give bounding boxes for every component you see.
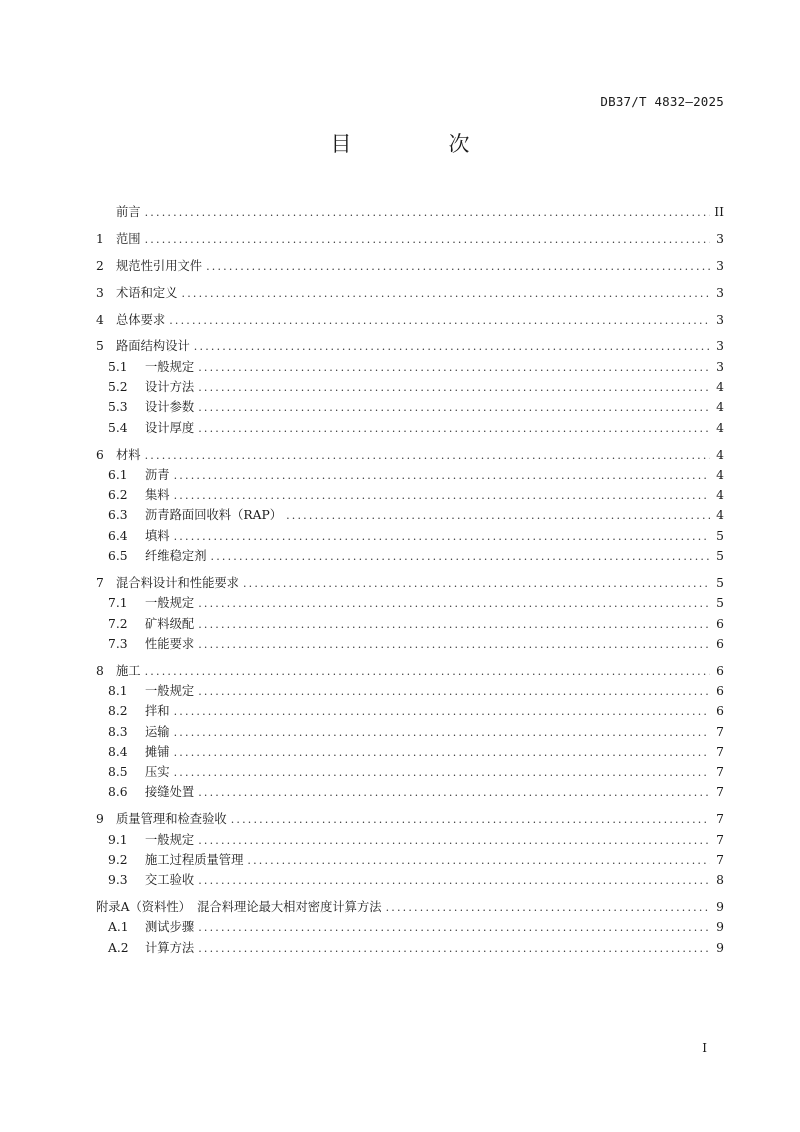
toc-dot-leader (243, 574, 710, 594)
toc-entry-number: 8.3 (108, 724, 128, 739)
toc-entry[interactable] (96, 897, 724, 917)
toc-entry[interactable] (96, 357, 724, 377)
toc-entry-number: 8.4 (108, 744, 128, 759)
toc-dot-leader (198, 635, 710, 655)
toc-dot-leader (145, 203, 710, 223)
toc-entry-label: 总体要求 (116, 312, 166, 327)
toc-entry-number: 9.1 (108, 832, 128, 847)
toc-entry[interactable] (96, 809, 724, 829)
toc-entry-number: 7.2 (108, 616, 128, 631)
toc-entry[interactable] (96, 573, 724, 593)
toc-dot-leader (182, 284, 711, 304)
toc-entry-page: 6 (716, 616, 724, 631)
toc-entry-number: 8.5 (108, 765, 128, 780)
table-of-contents (96, 202, 724, 958)
toc-entry-number: A.2 (108, 940, 129, 955)
toc-entry-label: 术语和定义 (116, 285, 178, 300)
toc-dot-leader (174, 466, 710, 486)
toc-entry[interactable] (96, 593, 724, 613)
toc-dot-leader (211, 547, 711, 567)
toc-entry[interactable] (96, 283, 724, 303)
toc-dot-leader (174, 723, 710, 743)
toc-entry-page: 4 (716, 420, 724, 435)
toc-entry-label: 计算方法 (145, 940, 195, 955)
toc-entry-label: 沥青 (145, 467, 170, 482)
toc-entry[interactable] (96, 397, 724, 417)
toc-entry-number: 5.4 (108, 420, 128, 435)
toc-entry[interactable] (96, 742, 724, 762)
toc-entry-page: 4 (716, 380, 724, 395)
toc-entry-page: 7 (716, 832, 724, 847)
toc-entry-label: 纤维稳定剂 (145, 549, 207, 564)
toc-dot-leader (286, 506, 710, 526)
toc-entry-page: 7 (716, 765, 724, 780)
toc-entry-page: 6 (716, 663, 724, 678)
toc-entry[interactable] (96, 485, 724, 505)
toc-entry-page: 4 (716, 400, 724, 415)
toc-entry[interactable] (96, 418, 724, 438)
toc-dot-leader (198, 918, 710, 938)
toc-entry[interactable] (96, 546, 724, 566)
toc-entry[interactable] (96, 634, 724, 654)
toc-entry-page: 8 (716, 873, 724, 888)
toc-dot-leader (247, 851, 710, 871)
toc-entry-label: 测试步骤 (145, 920, 195, 935)
toc-entry-page: 7 (716, 744, 724, 759)
toc-entry[interactable] (96, 762, 724, 782)
toc-entry-page: 5 (716, 549, 724, 564)
toc-dot-leader (174, 486, 710, 506)
toc-entry-number: 5.3 (108, 400, 128, 415)
toc-entry-number: 9.3 (108, 873, 128, 888)
toc-dot-leader (198, 871, 710, 891)
toc-entry-label: 拌和 (145, 704, 170, 719)
toc-dot-leader (169, 311, 710, 331)
toc-entry-label: 规范性引用文件 (116, 258, 203, 273)
toc-entry-label: 材料 (116, 447, 141, 462)
toc-entry-page: 9 (716, 940, 724, 955)
toc-entry[interactable] (96, 661, 724, 681)
toc-dot-leader (194, 337, 710, 357)
toc-entry-number: 2 (96, 258, 104, 273)
page-number: I (702, 1041, 707, 1055)
document-code: DB37/T 4832—2025 (600, 94, 724, 109)
toc-entry-label: 路面结构设计 (116, 339, 190, 354)
toc-dot-leader (206, 257, 710, 277)
toc-entry-page: 3 (716, 339, 724, 354)
page-title: 目 次 (330, 132, 508, 156)
toc-entry-page: 9 (716, 900, 724, 915)
toc-entry-number: 5 (96, 339, 104, 354)
toc-entry-number: A.1 (108, 920, 129, 935)
toc-entry-number: 5.2 (108, 380, 128, 395)
toc-dot-leader (198, 682, 710, 702)
toc-entry-label: 一般规定 (145, 832, 195, 847)
toc-entry-number: 5.1 (108, 359, 128, 374)
toc-entry-label: 摊铺 (145, 744, 170, 759)
toc-entry[interactable] (96, 336, 724, 356)
toc-entry-page: 3 (716, 312, 724, 327)
toc-dot-leader (145, 446, 710, 466)
toc-entry-label: 一般规定 (145, 683, 195, 698)
toc-dot-leader (174, 527, 710, 547)
toc-dot-leader (145, 230, 710, 250)
toc-entry-number: 6.1 (108, 467, 128, 482)
toc-entry-number: 6.2 (108, 488, 128, 503)
toc-entry-number: 7 (96, 575, 104, 590)
toc-entry[interactable] (96, 256, 724, 276)
toc-dot-leader (198, 831, 710, 851)
toc-entry[interactable] (96, 465, 724, 485)
toc-dot-leader (174, 743, 710, 763)
toc-entry-label: 附录A（资料性） 混合料理论最大相对密度计算方法 (96, 900, 382, 915)
toc-entry-page: 4 (716, 488, 724, 503)
toc-entry-label: 沥青路面回收料（RAP） (145, 508, 283, 523)
toc-entry-page: 4 (716, 447, 724, 462)
toc-entry[interactable] (96, 722, 724, 742)
toc-entry-label: 运输 (145, 724, 170, 739)
toc-entry-label: 一般规定 (145, 596, 195, 611)
toc-entry-label: 设计厚度 (145, 420, 195, 435)
toc-entry-label: 范围 (116, 231, 141, 246)
toc-entry-page: 3 (716, 231, 724, 246)
toc-entry-number: 7.3 (108, 636, 128, 651)
toc-entry-number: 1 (96, 231, 104, 246)
toc-entry-label: 施工 (116, 663, 141, 678)
toc-entry-number: 4 (96, 312, 104, 327)
toc-entry-number: 8.6 (108, 785, 128, 800)
toc-entry-page: 6 (716, 704, 724, 719)
toc-entry[interactable] (96, 917, 724, 937)
toc-entry[interactable] (96, 445, 724, 465)
toc-entry-label: 接缝处置 (145, 785, 195, 800)
toc-entry-number: 8.2 (108, 704, 128, 719)
toc-entry-number: 8.1 (108, 683, 128, 698)
toc-entry-label: 一般规定 (145, 359, 195, 374)
toc-entry[interactable] (96, 681, 724, 701)
toc-dot-leader (198, 398, 710, 418)
toc-entry-label: 压实 (145, 765, 170, 780)
toc-dot-leader (198, 594, 710, 614)
toc-dot-leader (174, 702, 710, 722)
toc-dot-leader (198, 615, 710, 635)
toc-entry-label: 施工过程质量管理 (145, 852, 244, 867)
toc-entry-page: 3 (716, 285, 724, 300)
toc-dot-leader (198, 358, 710, 378)
toc-entry[interactable] (96, 229, 724, 249)
toc-entry[interactable] (96, 310, 724, 330)
toc-entry-label: 性能要求 (145, 636, 195, 651)
toc-dot-leader (198, 419, 710, 439)
toc-dot-leader (198, 939, 710, 959)
toc-entry-number: 6.3 (108, 508, 128, 523)
toc-entry-number: 6.4 (108, 528, 128, 543)
toc-entry-number: 9 (96, 812, 104, 827)
toc-entry[interactable] (96, 850, 724, 870)
toc-entry-number: 9.2 (108, 852, 128, 867)
toc-entry-page: 5 (716, 528, 724, 543)
toc-entry[interactable] (96, 202, 724, 222)
toc-entry-label: 质量管理和检查验收 (116, 812, 227, 827)
toc-entry-number: 6.5 (108, 549, 128, 564)
toc-entry[interactable] (96, 377, 724, 397)
toc-entry-page: 3 (716, 359, 724, 374)
toc-dot-leader (386, 898, 710, 918)
toc-entry-label: 矿料级配 (145, 616, 195, 631)
toc-entry-page: 7 (716, 812, 724, 827)
toc-entry-number: 7.1 (108, 596, 128, 611)
toc-entry[interactable] (96, 526, 724, 546)
toc-entry-page: 4 (716, 508, 724, 523)
toc-entry-page: 7 (716, 852, 724, 867)
toc-entry[interactable] (96, 614, 724, 634)
toc-entry-page: 6 (716, 683, 724, 698)
toc-entry-page: 5 (716, 596, 724, 611)
toc-entry-page: 9 (716, 920, 724, 935)
toc-entry-page: 5 (716, 575, 724, 590)
toc-dot-leader (145, 662, 710, 682)
toc-entry[interactable] (96, 870, 724, 890)
toc-entry-page: 7 (716, 724, 724, 739)
toc-entry-page: 7 (716, 785, 724, 800)
toc-entry-label: 混合料设计和性能要求 (116, 575, 239, 590)
toc-entry-label: 集料 (145, 488, 170, 503)
toc-entry-label: 设计方法 (145, 380, 195, 395)
toc-entry-page: 3 (716, 258, 724, 273)
toc-dot-leader (174, 763, 710, 783)
toc-entry-label: 设计参数 (145, 400, 195, 415)
toc-entry-number: 8 (96, 663, 104, 678)
toc-entry[interactable] (96, 505, 724, 525)
toc-entry[interactable] (96, 830, 724, 850)
toc-entry[interactable] (96, 782, 724, 802)
toc-entry[interactable] (96, 701, 724, 721)
toc-entry-page: 6 (716, 636, 724, 651)
toc-entry-number: 3 (96, 285, 104, 300)
toc-entry-page: II (714, 205, 724, 219)
toc-entry-label: 交工验收 (145, 873, 195, 888)
toc-dot-leader (198, 783, 710, 803)
toc-dot-leader (231, 810, 710, 830)
toc-entry-number: 6 (96, 447, 104, 462)
toc-entry-label: 前言 (116, 205, 141, 219)
toc-entry-label: 填料 (145, 528, 170, 543)
toc-dot-leader (198, 378, 710, 398)
toc-entry-page: 4 (716, 467, 724, 482)
toc-entry[interactable] (96, 938, 724, 958)
